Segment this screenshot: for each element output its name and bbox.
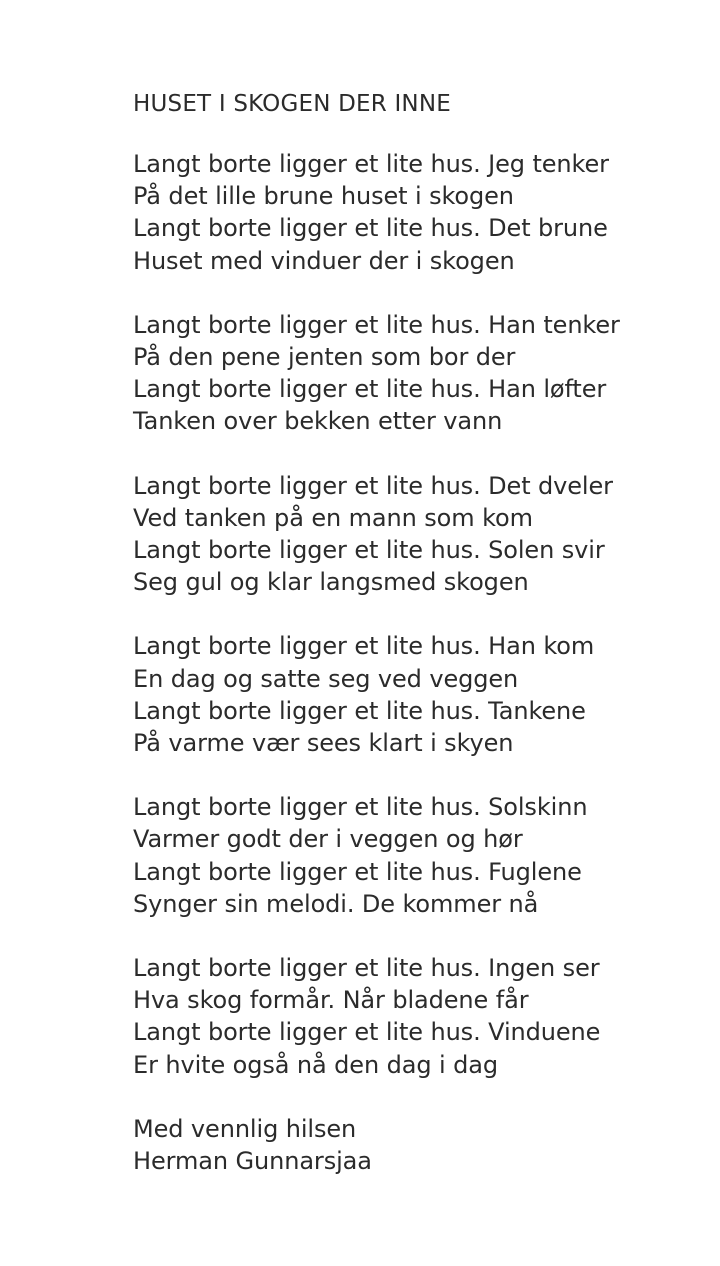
poem-line: Langt borte ligger et lite hus. Det brune <box>133 214 608 243</box>
poem-line: Tanken over bekken etter vann <box>133 407 503 436</box>
stanza-4 <box>133 630 693 759</box>
poem-line: En dag og satte seg ved veggen <box>133 664 519 693</box>
poem-line: Langt borte ligger et lite hus. Solen svir <box>133 536 605 565</box>
poem-line: Langt borte ligger et lite hus. Han løfter <box>133 375 607 404</box>
stanza-2 <box>133 309 693 438</box>
poem-line: På varme vær sees klart i skyen <box>133 729 514 758</box>
poem-line: Langt borte ligger et lite hus. Han kom <box>133 632 595 661</box>
poem-title: HUSET I SKOGEN DER INNE <box>133 91 451 117</box>
poem-line: Varmer godt der i veggen og hør <box>133 825 523 854</box>
poem-line: Langt borte ligger et lite hus. Vinduene <box>133 1018 601 1047</box>
signature-author: Herman Gunnarsjaa <box>133 1147 372 1176</box>
poem-line: Seg gul og klar langsmed skogen <box>133 568 529 597</box>
poem-line: Huset med vinduer der i skogen <box>133 246 515 275</box>
poem-line: Synger sin melodi. De kommer nå <box>133 889 539 918</box>
poem-line: Hva skog formår. Når bladene får <box>133 986 529 1015</box>
poem-line: Ved tanken på en mann som kom <box>133 503 533 532</box>
poem-line: Langt borte ligger et lite hus. Det dveler <box>133 471 613 500</box>
poem-line: Langt borte ligger et lite hus. Fuglene <box>133 857 582 886</box>
poem-line: Langt borte ligger et lite hus. Ingen ser <box>133 954 600 983</box>
poem-line: Langt borte ligger et lite hus. Jeg tenker <box>133 150 609 178</box>
poem-line: På det lille brune huset i skogen <box>133 182 514 211</box>
poem-line: Langt borte ligger et lite hus. Solskinn <box>133 793 588 822</box>
poem-line: Er hvite også nå den dag i dag <box>133 1050 498 1079</box>
stanza-3 <box>133 470 693 599</box>
poem-line: Langt borte ligger et lite hus. Tankene <box>133 696 586 725</box>
signature <box>133 1113 693 1177</box>
poem-line: Langt borte ligger et lite hus. Han tenker <box>133 310 620 339</box>
stanza-5 <box>133 791 693 920</box>
poem-content <box>133 84 693 1177</box>
poem-line: På den pene jenten som bor der <box>133 343 516 372</box>
stanza-6 <box>133 952 693 1081</box>
signature-greeting: Med vennlig hilsen <box>133 1114 357 1143</box>
stanza-1 <box>133 148 693 277</box>
